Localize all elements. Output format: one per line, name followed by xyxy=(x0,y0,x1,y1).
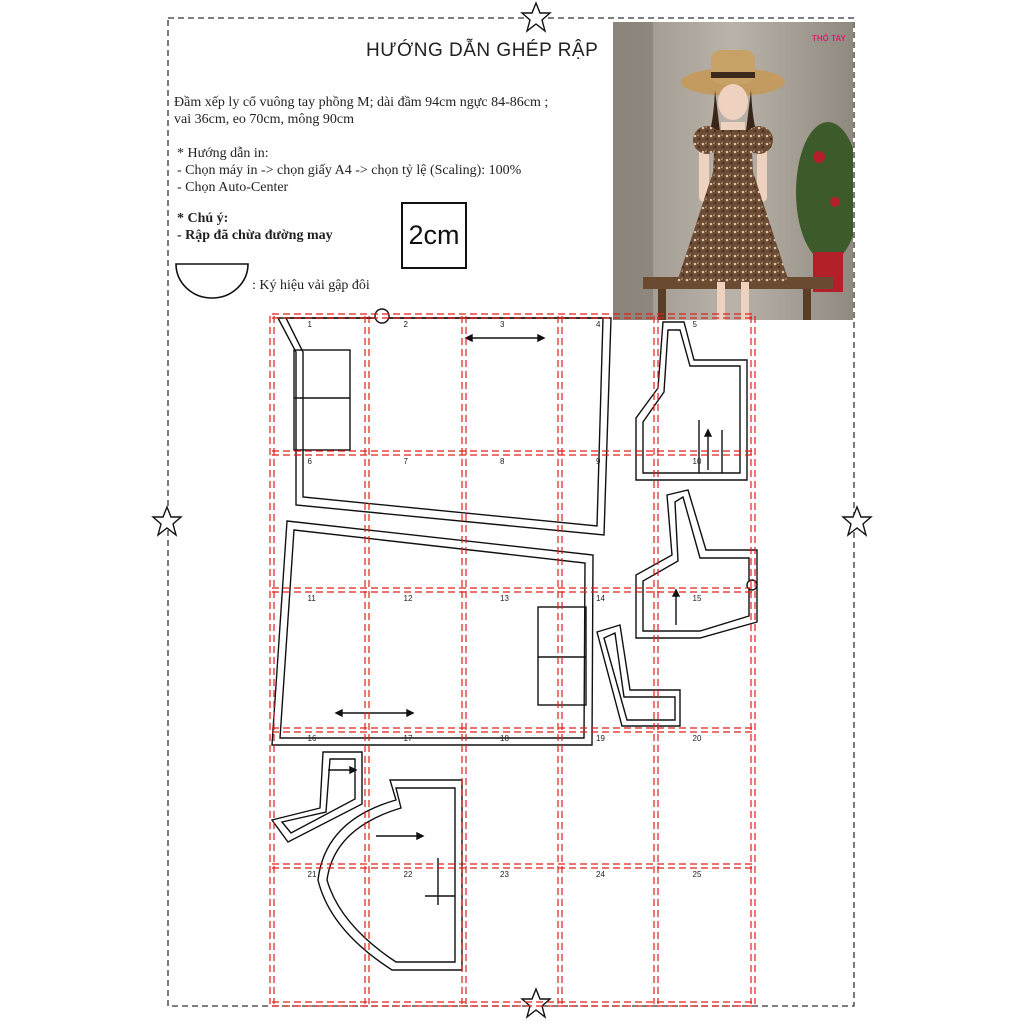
description-line-2: vai 36cm, eo 70cm, mông 90cm xyxy=(174,112,355,127)
grid-page-number: 25 xyxy=(692,870,702,879)
page-title: HƯỚNG DẪN GHÉP RẬP xyxy=(366,40,599,61)
grid-page-number: 3 xyxy=(500,320,505,329)
note-heading: * Chú ý: xyxy=(177,211,229,226)
piece-skirt-lower xyxy=(272,521,593,745)
grid-page-number: 14 xyxy=(596,594,605,603)
grid-page-number: 24 xyxy=(596,870,605,879)
grid-page-number: 2 xyxy=(403,320,408,329)
piece-sleeve xyxy=(318,780,462,970)
grid-page-number: 19 xyxy=(596,734,605,743)
print-guide-step-1: - Chọn máy in -> chọn giấy A4 -> chọn tỷ lệ (Scaling): 100% xyxy=(177,163,522,178)
brand-logo: THỎ TAY xyxy=(812,34,846,43)
grid-page-number: 22 xyxy=(403,870,413,879)
piece-bodice-front xyxy=(636,322,747,480)
print-guide-step-2: - Chọn Auto-Center xyxy=(177,180,289,195)
fold-symbol-label: : Ký hiệu vải gập đôi xyxy=(252,278,370,293)
grid-page-number: 8 xyxy=(500,457,505,466)
piece-collar-strip xyxy=(597,625,680,726)
scale-check-box: 2cm xyxy=(401,202,467,269)
grid-page-number: 11 xyxy=(307,594,316,603)
grid-page-number: 6 xyxy=(307,457,312,466)
grid-page-number: 5 xyxy=(692,320,697,329)
grid-page-number: 9 xyxy=(596,457,601,466)
grid-page-number: 15 xyxy=(692,594,702,603)
notch-marker xyxy=(375,309,389,323)
grid-page-number: 7 xyxy=(403,457,408,466)
print-guide-heading: * Hướng dẫn in: xyxy=(177,146,269,161)
grid-page-number: 12 xyxy=(403,594,413,603)
grid-page-number: 10 xyxy=(692,457,702,466)
grid-page-number: 16 xyxy=(307,734,317,743)
grid-page-number: 21 xyxy=(307,870,317,879)
note-text: - Rập đã chừa đường may xyxy=(177,228,333,243)
grid-page-number: 18 xyxy=(500,734,509,743)
grid-page-number: 13 xyxy=(500,594,509,603)
piece-sleeve-band xyxy=(272,752,362,842)
grid-page-number: 20 xyxy=(692,734,702,743)
grid-page-number: 4 xyxy=(596,320,601,329)
tiling-grid xyxy=(270,314,755,1006)
grid-page-number: 1 xyxy=(307,320,312,329)
grid-page-number: 17 xyxy=(403,734,413,743)
grid-page-number: 23 xyxy=(500,870,509,879)
pattern-pieces xyxy=(272,318,757,970)
description-line-1: Đầm xếp ly cổ vuông tay phồng M; dài đầm 94cm ngực 84-86cm ; xyxy=(174,95,549,110)
